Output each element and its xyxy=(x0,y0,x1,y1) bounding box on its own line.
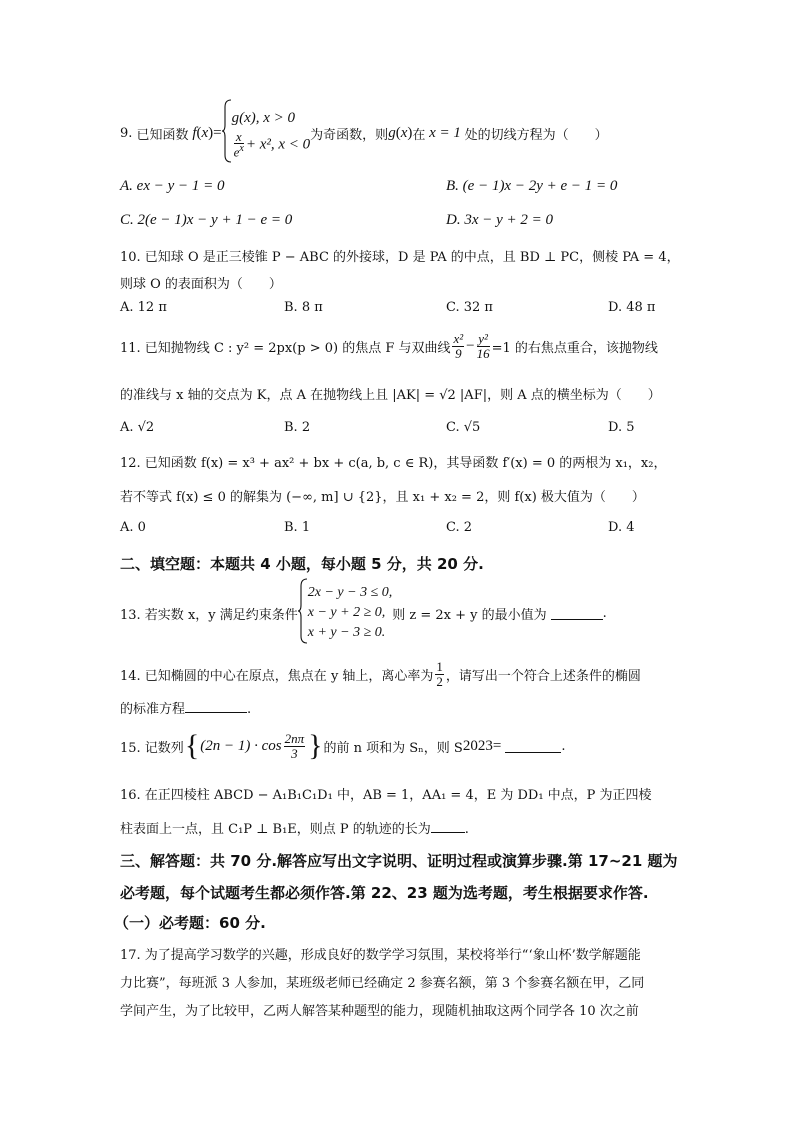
q13-suffix: 则 z = 2x + y 的最小值为 xyxy=(392,607,547,623)
section-2-heading: 二、填空题：本题共 4 小题，每小题 5 分，共 20 分. xyxy=(120,555,484,573)
q10-option-c: C. 32 π xyxy=(446,300,493,315)
question-16-line2 xyxy=(120,818,469,837)
q12-line1: 12. 已知函数 f(x) = x³ + ax² + bx + c(a, b, c ∈ R)，其导函数 f′(x) = 0 的两根为 x₁，x₂， xyxy=(120,456,667,471)
q15-answer-blank[interactable] xyxy=(505,740,561,753)
q11-line2: 的准线与 x 轴的交点为 K，点 A 在抛物线上且 |AK| = √2 |AF|，则 A 点的横坐标为（ ） xyxy=(120,388,661,403)
question-9: 9. 已知函数 f ( x )= g(x), x > 0 $\frac{x}{e^x}$ + x², x < 0 为奇函数，则 g ( x ) 在 x = 1 处的切线方程为（ ） xyxy=(120,98,608,168)
q14-end: . xyxy=(247,702,252,717)
q12-option-c: C. 2 xyxy=(446,520,473,535)
q11-option-d: D. 5 xyxy=(608,420,635,435)
q16-end: . xyxy=(464,822,469,837)
q12-option-d: D. 4 xyxy=(608,520,635,535)
q13-cond3: x + y − 3 ≥ 0. xyxy=(307,625,386,641)
q14-answer-blank[interactable] xyxy=(185,700,247,713)
q14-line2: 的标准方程 xyxy=(120,702,186,717)
q15-left-brace-icon: { xyxy=(184,729,200,762)
q9-case1: g(x), x > 0 xyxy=(231,109,296,126)
section-3-heading-line1: 三、解答题：共 70 分.解答应写出文字说明、证明过程或演算步骤.第 17~21 题为 xyxy=(120,852,678,870)
q9-stem-c: 在 xyxy=(412,127,426,143)
q15-prefix: 15. 记数列 xyxy=(120,740,184,756)
q11-option-b: B. 2 xyxy=(284,420,311,435)
q12-option-a: A. 0 xyxy=(120,520,146,535)
q9-option-b: B. (e − 1)x − 2y + e − 1 = 0 xyxy=(446,178,618,194)
q12-line2: 若不等式 f(x) ≤ 0 的解集为 (−∞, m] ∪ {2}，且 x₁ + x₂ = 2，则 f(x) 极大值为（ ） xyxy=(120,490,645,505)
q15-suffix: 的前 n 项和为 Sₙ，则 S xyxy=(323,740,463,756)
q10-line2: 则球 O 的表面积为（ ） xyxy=(120,277,282,292)
q9-stem-d: 处的切线方程为（ ） xyxy=(464,127,608,143)
question-13 xyxy=(120,578,607,648)
question-14-line1: 14. 已知椭圆的中心在原点，焦点在 y 轴上，离心率为 $\frac{1}{2}$ ，请写出一个符合上述条件的椭圆 xyxy=(120,658,641,689)
question-14-line2 xyxy=(120,698,251,717)
q13-prefix: 13. 若实数 x，y 满足约束条件 xyxy=(120,607,298,623)
q10-option-b: B. 8 π xyxy=(284,300,323,315)
q13-brace-icon xyxy=(298,578,308,648)
q17-line2: 力比赛”，每班派 3 人参加，某班级老师已经确定 2 参赛名额，第 3 个参赛名额在甲，乙同 xyxy=(120,976,645,991)
q10-option-a: A. 12 π xyxy=(120,300,167,315)
q15-right-brace-icon: } xyxy=(308,729,323,762)
section-3-heading-line2: 必考题，每个试题考生都必须作答.第 22、23 题为选考题，考生根据要求作答. xyxy=(120,884,649,902)
q13-end: . xyxy=(602,605,607,621)
q15-sub: 2023 xyxy=(462,737,493,754)
q16-line2: 柱表面上一点，且 C₁P ⊥ B₁E，则点 P 的轨迹的长为 xyxy=(120,822,431,837)
q17-line1: 17. 为了提高学习数学的兴趣，形成良好的数学学习氛围，某校将举行“‘象山杯’数学解题能 xyxy=(120,948,641,963)
q15-eq: = xyxy=(492,737,502,754)
q9-brace-icon xyxy=(222,99,232,167)
q16-answer-blank[interactable] xyxy=(431,820,465,833)
q10-line1: 10. 已知球 O 是正三棱锥 P − ABC 的外接球，D 是 PA 的中点，且 BD ⊥ PC，侧棱 PA = 4， xyxy=(120,250,680,265)
question-11-line1: 11. 已知抛物线 C : y² = 2px(p > 0) 的焦点 F 与双曲线 $\frac{\text{x²}}{9}$ − $\frac{\text{y²}}{16}$ =1 的右焦点重合，该抛物线 xyxy=(120,330,658,361)
q9-stem-a: 已知函数 xyxy=(136,127,189,143)
question-15: 15. 记数列 { (2n − 1) · cos $\frac{2n\pi}{3}$ } 的前 n 项和为 Sₙ，则 S 2023 = . xyxy=(120,729,566,762)
q9-case2: + x², x < 0 xyxy=(245,136,311,153)
q13-answer-blank[interactable] xyxy=(551,607,603,620)
q11-line1-a: 11. 已知抛物线 C : y² = 2px(p > 0) 的焦点 F 与双曲线 xyxy=(120,340,451,356)
q14-line1-b: ，请写出一个符合上述条件的椭圆 xyxy=(445,668,641,684)
q16-line1: 16. 在正四棱柱 ABCD − A₁B₁C₁D₁ 中，AB = 1，AA₁ = 4，E 为 DD₁ 中点，P 为正四棱 xyxy=(120,788,652,803)
q15-end: . xyxy=(561,738,566,754)
q15-term: (2n − 1) · cos xyxy=(200,737,282,754)
q13-cond2: x − y + 2 ≥ 0, xyxy=(307,604,386,620)
q11-option-c: C. √5 xyxy=(446,420,481,435)
q9-option-d: D. 3x − y + 2 = 0 xyxy=(446,212,554,228)
q13-cond1: 2x − y − 3 ≤ 0, xyxy=(307,584,393,600)
q10-option-d: D. 48 π xyxy=(608,300,656,315)
q14-line1-a: 14. 已知椭圆的中心在原点，焦点在 y 轴上，离心率为 xyxy=(120,668,434,684)
q12-option-b: B. 1 xyxy=(284,520,311,535)
q11-line1-b: =1 的右焦点重合，该抛物线 xyxy=(491,340,658,356)
q11-option-a: A. √2 xyxy=(120,420,155,435)
q9-stem-b: 为奇函数，则 xyxy=(310,127,389,143)
q9-option-a: A. ex − y − 1 = 0 xyxy=(120,178,225,194)
section-3-subheading: （一）必考题：60 分. xyxy=(114,914,266,932)
q9-number: 9. xyxy=(120,125,133,141)
q9-option-c: C. 2(e − 1)x − y + 1 − e = 0 xyxy=(120,212,293,228)
q17-line3: 学间产生，为了比较甲，乙两人解答某种题型的能力，现随机抽取这两个同学各 10 次之前 xyxy=(120,1004,639,1019)
